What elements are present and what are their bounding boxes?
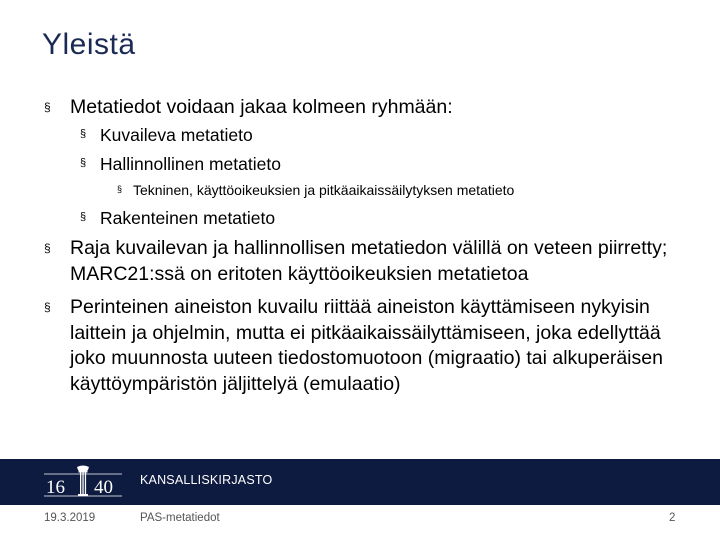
slide-title: Yleistä: [42, 28, 136, 61]
bullet-marker: §: [44, 241, 51, 255]
page-number: 2: [669, 512, 676, 524]
bullet-level2: [80, 153, 281, 175]
brand-name: KANSALLISKIRJASTO: [140, 473, 273, 487]
bullet-marker: §: [117, 184, 123, 194]
bullet-text: Tekninen, käyttöoikeuksien ja pitkäaikaissäilytyksen metatieto: [133, 182, 515, 198]
bullet-marker: §: [44, 300, 51, 314]
bullet-marker: §: [80, 211, 87, 223]
library-logo: [44, 465, 122, 499]
footer-section: PAS-metatiedot: [140, 512, 220, 524]
bullet-text: Kuvaileva metatieto: [100, 125, 253, 145]
bullet-level2: [80, 124, 253, 146]
bullet-level1: [44, 295, 684, 397]
bullet-marker: §: [80, 128, 87, 140]
bullet-level3: [117, 181, 514, 199]
bullet-text: Hallinnollinen metatieto: [100, 154, 281, 174]
bullet-marker: §: [44, 100, 51, 114]
bullet-level1: [44, 236, 684, 287]
bullet-text: Perinteinen aineiston kuvailu riittää aineiston käyttämiseen nykyisin laittein ja ohjelmin, mutta ei pitkäaikaissäilyttämiseen, joka edellyttää joko muunnosta uuteen tiedostomuotoon (migraatio) tai alkuperäisen käyttöympäristön jäljittelyä (emulaatio): [70, 296, 663, 395]
column-emblem-icon: [77, 466, 89, 497]
bullet-text: Raja kuvailevan ja hallinnollisen metatiedon välillä on veteen piirretty; MARC21:ssä on eritoten käyttöoikeuksien metatietoa: [70, 237, 668, 285]
bullet-level2: [80, 207, 275, 229]
logo-year-right: 40: [94, 477, 113, 498]
bullet-level1: [44, 95, 684, 121]
footer-date: 19.3.2019: [44, 512, 96, 524]
bullet-marker: §: [80, 157, 87, 169]
bullet-text: Metatiedot voidaan jakaa kolmeen ryhmään:: [70, 96, 453, 118]
bullet-text: Rakenteinen metatieto: [100, 208, 276, 228]
logo-year-left: 16: [46, 477, 65, 498]
